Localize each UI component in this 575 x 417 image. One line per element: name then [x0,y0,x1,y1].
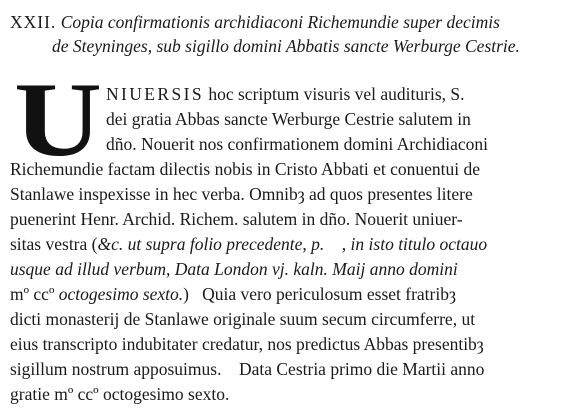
body-line-7-part-c: , [302,234,312,254]
body-line-13: gratie mº ccº octogesimo sexto. [10,384,230,404]
body-line-9 [10,284,456,305]
body-line-6: puenerint Henr. Archid. Richem. salutem in dño. Nouerit uniuer- [10,209,463,229]
body-line-10: dicti monasterij de Stanlawe originale suum secum circumferre, ut [10,309,476,329]
body-line-9-part-a: mº ccº [10,284,59,304]
charter-title-line-1: Copia confirmationis archidiaconi Richemundie super decimis [60,12,500,32]
charter-title-line-2: de Steyninges, sub sigillo domini Abbatis sancte Werburge Cestrie. [52,36,520,56]
body-line-7-part-e: , [324,234,351,254]
decorated-initial-letter: U [14,61,103,178]
body-line-1-rest: hoc scriptum visuris vel audituris, S. [203,84,465,104]
charter-heading [10,10,570,58]
body-line-8: usque ad illud verbum, Data London vj. kaln. Maij anno domini [10,259,458,279]
body-line-12: sigillum nostrum apposuimus. Data Cestria primo die Martii anno [10,359,485,379]
body-line-7-part-f: in isto titulo octauo [350,234,488,254]
body-line-7 [10,234,487,255]
body-line-4: Richemundie factam dilectis nobis in Cristo Abbati et conuentui de [10,159,480,179]
body-line-9-part-c: ) Quia vero periculosum esset fratribȝ [183,284,456,304]
body-line-7-part-d: p. [311,234,325,254]
body-line-5: Stanlawe inspexisse in hec verba. Omnibȝ ad quos presentes litere [10,184,473,204]
charter-number: XXII. [10,12,57,32]
body-line-7-part-b: &c. ut supra folio precedente [97,234,303,254]
opening-capitals: NIUERSIS [106,84,204,104]
body-line-11: eius transcripto indubitater credatur, nos predictus Abbas presentibȝ [10,334,484,354]
body-line-1 [106,84,465,105]
body-line-2: dei gratia Abbas sancte Werburge Cestrie salutem in [106,109,471,129]
body-line-3: dño. Nouerit nos confirmationem domini Archidiaconi [106,134,489,154]
body-line-9-part-b: octogesimo sexto. [58,284,184,304]
body-line-7-part-a: sitas vestra ( [10,234,98,254]
